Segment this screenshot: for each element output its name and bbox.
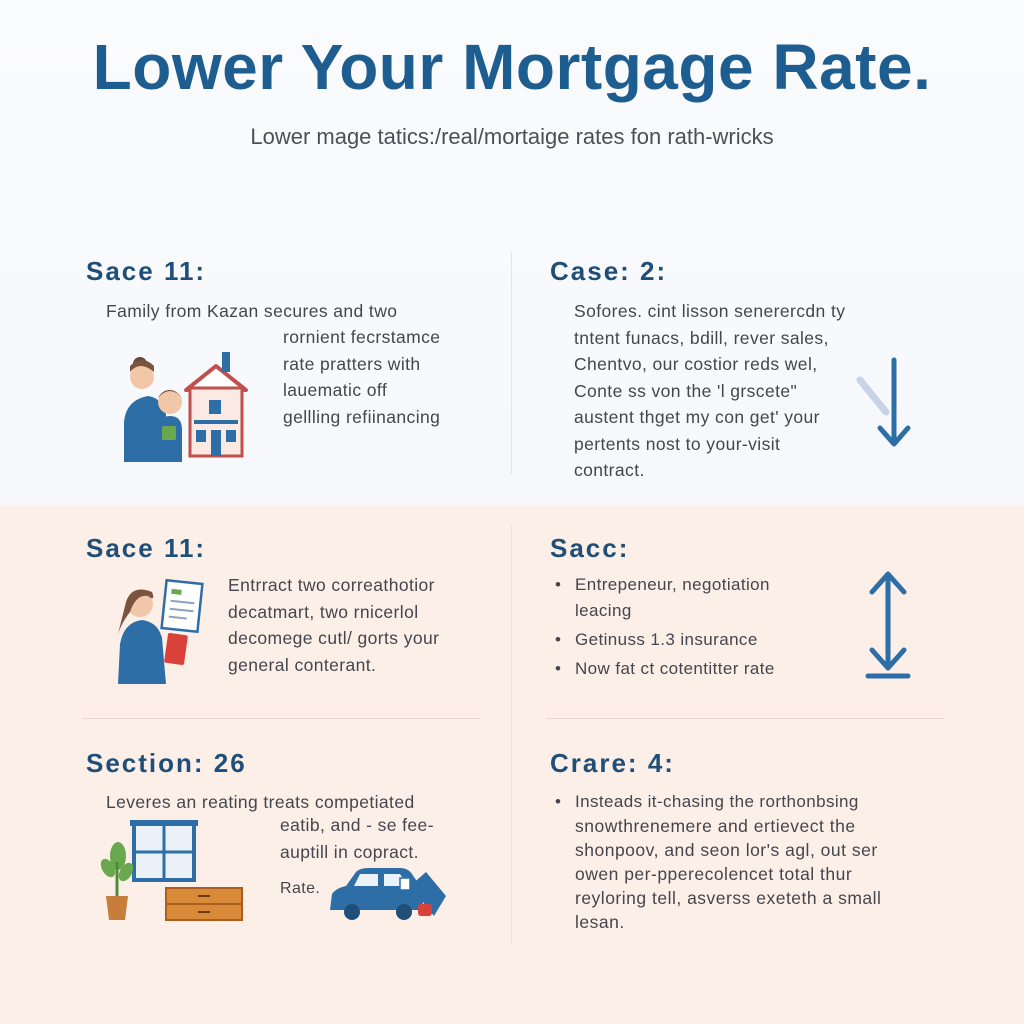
case-2-heading: Case: 2: (550, 256, 668, 286)
column-divider-bottom (511, 525, 512, 945)
case-2-text (574, 298, 845, 484)
case-5-line: Leveres an reating treats competiated (106, 792, 415, 812)
case-5-caption-text: Rate. (280, 880, 321, 897)
case-1-line: rornient fecrstamce (283, 327, 441, 347)
case-1-text (106, 298, 397, 325)
list-item (555, 572, 845, 624)
case-1-line: gellling refiinancing (283, 406, 441, 427)
case-2-line: pertents nost to your-visit (574, 433, 781, 454)
case-1-heading: Sace 11: (86, 256, 207, 286)
case-2-line: Sofores. cint lisson senerercdn ty (574, 301, 846, 321)
column-divider-top (511, 252, 512, 474)
case-2-line: tntent funacs, bdill, rever sales, (574, 327, 829, 348)
car-icon (326, 866, 450, 924)
case-5-line: auptill in copract. (280, 841, 419, 862)
case-2-line: Conte ss von the 'l grscete" (574, 380, 798, 401)
row-divider-left (82, 718, 480, 719)
case-1-text-column (283, 324, 440, 430)
case-5-line: eatib, and - se fee- (280, 815, 434, 835)
list-item (555, 656, 845, 682)
case-3-line: decatmart, two rnicerlol (228, 601, 419, 622)
case-3-heading: Sace 11: (86, 533, 207, 563)
case-5-text-column (280, 812, 434, 865)
person-reading-document-icon (112, 578, 208, 688)
case-1-line: rate pratters with (283, 353, 421, 374)
case-6-text (575, 814, 881, 934)
case-5-heading: Section: 26 (86, 748, 247, 778)
case-4-bullet: Getinuss 1.3 insurance (575, 630, 758, 649)
case-6-line: snowthrenemere and ertievect the (575, 816, 856, 836)
case-4-bullet: Now fat ct cotentitter rate (575, 659, 775, 678)
page-subtitle: Lower mage tatics:/real/mortaige rates fon rath-wricks (250, 124, 774, 149)
case-4-bullet-list (555, 572, 845, 685)
case-3-text (228, 572, 439, 678)
case-5-caption (280, 876, 320, 903)
arrow-up-down-icon (862, 568, 914, 682)
page-title: Lower Your Mortgage Rate. (92, 31, 932, 103)
case-4-heading: Sacc: (550, 533, 630, 563)
list-item (555, 789, 915, 815)
arrow-down-icon (852, 354, 916, 450)
case-6-heading: Crare: 4: (550, 748, 675, 778)
case-2-line: Chentvo, our costior reds wel, (574, 354, 818, 374)
row-divider-right (546, 718, 944, 719)
case-6-line: reyloring tell, asverss exeteth a small (575, 888, 882, 908)
plant-window-dresser-icon (98, 818, 248, 924)
case-1-line: Family from Kazan secures and two (106, 301, 398, 321)
case-3-line: decomege cutl/ gorts your (228, 628, 440, 648)
case-2-line: contract. (574, 460, 645, 480)
case-6-line: lesan. (575, 912, 625, 932)
case-4-bullet: leacing (575, 601, 632, 620)
case-6-bullet-list (555, 789, 915, 815)
case-3-line: Entrract two correathotior (228, 575, 435, 595)
case-2-line: austent thget my con get' your (574, 407, 820, 427)
case-6-line: owen per-pperecolencet total thur (575, 864, 853, 884)
case-6-bullet: Insteads it-chasing the rorthonbsing (575, 792, 859, 811)
case-1-line: lauematic off (283, 380, 388, 400)
case-3-line: general conterant. (228, 654, 377, 675)
case-4-bullet: Entrepeneur, negotiation (575, 575, 770, 594)
list-item (555, 627, 845, 653)
case-6-line: shonpoov, and seon lor's agl, out ser (575, 840, 878, 860)
family-with-house-icon (118, 350, 258, 466)
